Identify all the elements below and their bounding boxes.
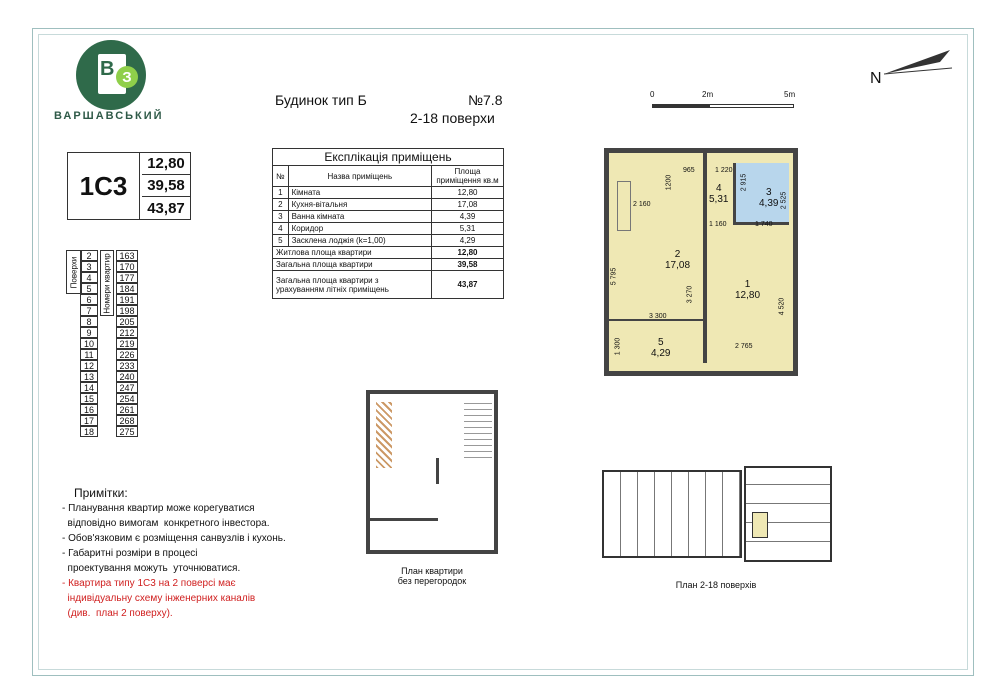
dimension-label: 2 915 [740, 173, 748, 192]
room-name: Коридор [288, 223, 431, 235]
total-row [273, 259, 504, 271]
room-number: 2 [674, 249, 681, 260]
note-line: - Планування квартир може корегуватися [62, 503, 255, 514]
floor-row [80, 426, 144, 437]
apartment-number: 254 [116, 393, 138, 404]
apartment-number: 177 [116, 272, 138, 283]
floor-number: 8 [80, 316, 98, 327]
floor-row [80, 404, 144, 415]
room-number: 4 [715, 183, 722, 194]
explication-title: Експлікація приміщень [273, 149, 504, 166]
room-name: Кімната [288, 187, 431, 199]
apartment-number: 205 [116, 316, 138, 327]
room-label [759, 187, 778, 209]
floor-row [80, 316, 144, 327]
floor-number: 14 [80, 382, 98, 393]
hatched-zone [376, 402, 392, 468]
living-area: 12,80 [142, 153, 190, 175]
room-num: 2 [273, 199, 289, 211]
note-line: проектування можуть уточнюватися. [62, 563, 241, 574]
loggia-line [370, 518, 438, 521]
dimension-label: 1 160 [709, 221, 727, 228]
floor-number: 12 [80, 360, 98, 371]
plan-without-partitions [366, 390, 498, 554]
caption-no-partitions [380, 566, 484, 586]
total-row [273, 271, 504, 299]
note-line: - Габаритні розміри в процесі [62, 548, 198, 559]
floor-row [80, 349, 144, 360]
scale-zero: 0 [650, 90, 655, 99]
floors-label: Поверхи [69, 256, 79, 288]
notes-block [62, 486, 286, 621]
room-label [651, 337, 670, 359]
floor-number: 13 [80, 371, 98, 382]
floor-number: 18 [80, 426, 98, 437]
dimension-label: 1 300 [614, 337, 622, 356]
room-name: Ванна кімната [288, 211, 431, 223]
caption-floor-plan: План 2-18 поверхів [675, 580, 757, 590]
dimension-label: 2 525 [780, 191, 788, 210]
floor-row [80, 327, 144, 338]
floor-row [80, 272, 144, 283]
apartment-number: 170 [116, 261, 138, 272]
apartment-plan [604, 148, 798, 376]
floor-row [80, 371, 144, 382]
room-num: 3 [273, 211, 289, 223]
note-line-red: індивідуальну схему інженерних каналів [62, 593, 256, 604]
building-type: Будинок тип Б [275, 92, 367, 108]
total-row [273, 247, 504, 259]
dimension-label: 2 160 [633, 201, 651, 208]
room-area: 17,08 [665, 260, 691, 271]
apartment-number: 275 [116, 426, 138, 437]
floor-row [80, 261, 144, 272]
apartment-number: 163 [116, 250, 138, 261]
dimension-label: 3 300 [649, 313, 667, 320]
logo-badge: З [116, 66, 138, 88]
brand-logo [76, 40, 146, 110]
floor-number: 17 [80, 415, 98, 426]
shaft-column [436, 458, 439, 484]
room-name: Кухня-вітальня [288, 199, 431, 211]
dimension-label: 965 [683, 167, 695, 174]
apartment-number: 198 [116, 305, 138, 316]
floor-row [80, 283, 144, 294]
floor-row [80, 382, 144, 393]
room-label [665, 249, 690, 271]
apartment-code-box [67, 152, 191, 220]
caption-line: План квартири [401, 566, 463, 576]
room-area: 17,08 [432, 199, 504, 211]
room-area: 5,31 [709, 194, 729, 205]
floor-number: 4 [80, 272, 98, 283]
notes-title: Примітки: [74, 486, 128, 500]
dimension-label: 1200 [665, 174, 673, 191]
room-number: 3 [765, 187, 772, 198]
floor-row [80, 305, 144, 316]
room-number: 1 [744, 279, 751, 290]
note-line: - Обов'язковим є розміщення санвузлів і кухонь. [62, 533, 286, 544]
north-label: N [870, 70, 882, 87]
tiled-zone [464, 402, 492, 458]
floor-number: 5 [80, 283, 98, 294]
note-line-red: - Квартира типу 1С3 на 2 поверсі має [62, 578, 236, 589]
north-arrow-icon [884, 48, 956, 78]
apartment-code: 1С3 [68, 153, 140, 219]
room-label [709, 183, 728, 205]
floor-row [80, 338, 144, 349]
floor-range: 2-18 поверхи [410, 110, 495, 126]
floor-number: 16 [80, 404, 98, 415]
floor-number: 2 [80, 250, 98, 261]
floor-wing-left [602, 470, 742, 558]
scale-two: 2m [702, 90, 714, 99]
apartment-number: 261 [116, 404, 138, 415]
room-name: Засклена лоджія (k=1,00) [288, 235, 431, 247]
room-area: 5,31 [432, 223, 504, 235]
col-area-header: Площа приміщення кв.м [432, 166, 504, 187]
total-area-summer: 43,87 [147, 199, 185, 217]
total-area: 39,58 [142, 175, 190, 197]
highlighted-apartment [752, 512, 768, 538]
floor-row [80, 393, 144, 404]
floor-number: 10 [80, 338, 98, 349]
room-area: 4,39 [759, 198, 779, 209]
building-number: №7.8 [468, 92, 503, 108]
floor-number: 3 [80, 261, 98, 272]
table-row [273, 187, 504, 199]
floor-number: 9 [80, 327, 98, 338]
apartment-number: 240 [116, 371, 138, 382]
apartment-number: 191 [116, 294, 138, 305]
apartment-number: 268 [116, 415, 138, 426]
total-label: Житлова площа квартири [273, 247, 432, 259]
floor-row [80, 415, 144, 426]
col-num-header: № [273, 166, 289, 187]
floor-row [80, 250, 144, 261]
apartment-number: 233 [116, 360, 138, 371]
dimension-label: 3 270 [686, 285, 694, 304]
table-row [273, 235, 504, 247]
room-num: 5 [273, 235, 289, 247]
floor-number: 7 [80, 305, 98, 316]
dimension-label: 2 765 [735, 343, 753, 350]
partition-wall [703, 153, 707, 363]
dimension-label: 1 220 [715, 167, 733, 174]
logo-letter: В [100, 58, 115, 80]
col-name-header: Назва приміщень [288, 166, 431, 187]
room-area: 12,80 [432, 187, 504, 199]
table-row [273, 211, 504, 223]
note-line-red: (див. план 2 поверху). [62, 608, 173, 619]
total-value: 39,58 [432, 259, 504, 271]
room-num: 4 [273, 223, 289, 235]
room-area: 4,29 [432, 235, 504, 247]
room-num: 1 [273, 187, 289, 199]
note-line: відповідно вимогам конкретного інвестора. [62, 518, 270, 529]
room-area: 4,39 [432, 211, 504, 223]
room-label [735, 279, 760, 301]
total-value: 43,87 [432, 271, 504, 299]
floor-number: 15 [80, 393, 98, 404]
floor-plan-thumbnail [602, 466, 834, 564]
dimension-label: 1 740 [755, 221, 773, 228]
total-label: Загальна площа квартири з урахуванням літніх приміщень [273, 271, 432, 299]
total-label: Загальна площа квартири [273, 259, 432, 271]
explication-table [272, 148, 504, 299]
room-area: 12,80 [735, 290, 761, 301]
scale-five: 5m [784, 90, 796, 99]
table-row [273, 223, 504, 235]
dimension-label: 5 795 [610, 267, 618, 286]
floor-number: 6 [80, 294, 98, 305]
room-area: 4,29 [651, 348, 671, 359]
total-value: 12,80 [432, 247, 504, 259]
kitchen-counter [617, 181, 631, 231]
floor-number: 11 [80, 349, 98, 360]
apartment-number: 219 [116, 338, 138, 349]
apartments-label: Номери квартир [102, 252, 112, 314]
apartment-number: 212 [116, 327, 138, 338]
apartment-number: 247 [116, 382, 138, 393]
caption-line: без перегородок [397, 576, 467, 586]
floor-row [80, 294, 144, 305]
room-number: 5 [657, 337, 664, 348]
apartment-number: 184 [116, 283, 138, 294]
brand-name: ВАРШАВСЬКИЙ [54, 110, 164, 122]
apartment-number: 226 [116, 349, 138, 360]
dimension-label: 4 520 [778, 297, 786, 316]
floor-row [80, 360, 144, 371]
table-row [273, 199, 504, 211]
